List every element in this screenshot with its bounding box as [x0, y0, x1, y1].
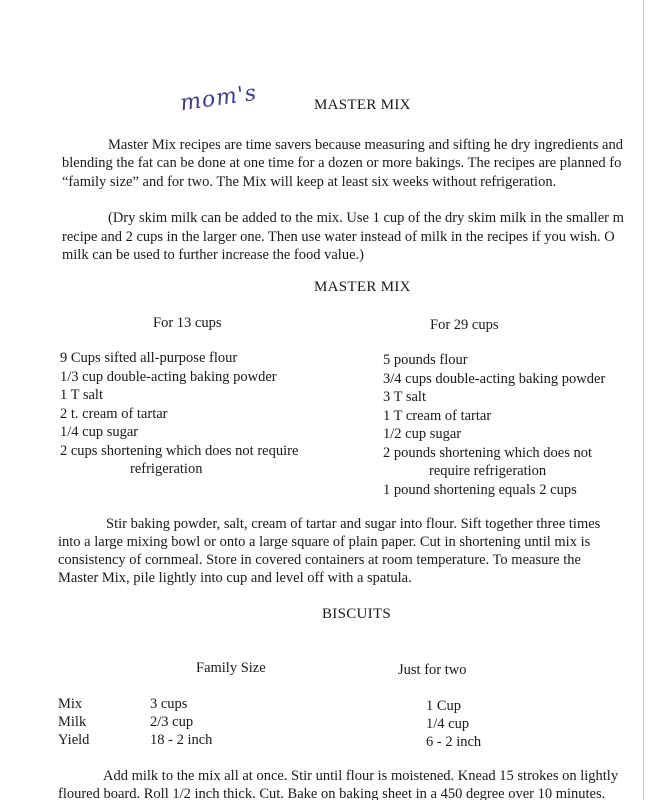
intro-line-3: “family size” and for two. The Mix will keep at least six weeks without refrigeration. [62, 174, 557, 190]
handwritten-note: mom's [178, 80, 259, 117]
family-value: 2/3 cup [150, 714, 194, 730]
ingredient-item: 3 T salt [383, 389, 426, 405]
note-line-2: recipe and 2 cups in the larger one. Then use water instead of milk in the recipes if you wish. O [62, 229, 615, 245]
note-line-3: milk can be used to further increase the food value.) [62, 247, 364, 263]
ingredient-item: 1 T cream of tartar [383, 407, 492, 424]
ingredients-13-cups [60, 349, 298, 479]
ingredients-29-cups [383, 351, 605, 499]
mix-instructions-line-4: Master Mix, pile lightly into cup and level off with a spatula. [58, 570, 412, 586]
two-value: 1 Cup [426, 698, 462, 714]
mix-instructions-line-3: consistency of cornmeal. Store in covered containers at room temperature. To measure the [58, 552, 581, 568]
ingredient-item: 1/3 cup double-acting baking powder [60, 368, 277, 385]
family-size-header: Family Size [196, 660, 266, 676]
biscuit-labels [58, 695, 89, 749]
master-mix-heading: MASTER MIX [314, 279, 411, 295]
col-13-cups-header: For 13 cups [153, 315, 222, 331]
ingredient-item: 1 T salt [60, 387, 103, 403]
intro-line-1: Master Mix recipes are time savers because measuring and sifting he dry ingredients and [108, 137, 623, 153]
mix-instructions-line-1: Stir baking powder, salt, cream of tartar and sugar into flour. Sift together three times [106, 516, 601, 532]
ingredient-item: 5 pounds flour [383, 352, 468, 368]
ingredient-item: 1/2 cup sugar [383, 426, 462, 442]
ingredient-item: 3/4 cups double-acting baking powder [383, 370, 606, 387]
biscuit-two-values [426, 697, 481, 751]
biscuit-instructions-line-1: Add milk to the mix all at once. Stir until flour is moistened. Knead 15 strokes on lightly [103, 768, 619, 784]
just-for-two-header: Just for two [398, 662, 467, 678]
family-value: 18 - 2 inch [150, 732, 213, 748]
ingredient-item: 2 t. cream of tartar [60, 405, 168, 422]
two-value: 1/4 cup [426, 716, 470, 732]
page-edge [643, 0, 644, 800]
ingredient-item: 2 cups shortening which does not require [60, 442, 299, 459]
row-label: Yield [58, 732, 90, 748]
biscuit-family-values [150, 695, 212, 749]
ingredient-item: require refrigeration [429, 463, 547, 479]
page-title: MASTER MIX [314, 97, 411, 113]
row-label: Mix [58, 696, 83, 712]
note-line-1: (Dry skim milk can be added to the mix. Use 1 cup of the dry skim milk in the smaller m [108, 210, 624, 226]
two-value: 6 - 2 inch [426, 734, 482, 750]
ingredient-item: refrigeration [130, 461, 203, 477]
ingredient-item: 2 pounds shortening which does not [383, 444, 593, 461]
row-label: Milk [58, 714, 87, 730]
ingredient-item: 1/4 cup sugar [60, 424, 139, 440]
intro-line-2: blending the fat can be done at one time for a dozen or more bakings. The recipes are planned fo [62, 155, 622, 171]
family-value: 3 cups [150, 696, 188, 712]
biscuit-instructions-line-2: floured board. Roll 1/2 inch thick. Cut. Bake on baking sheet in a 450 degree over 10 minutes. [58, 786, 606, 800]
col-29-cups-header: For 29 cups [430, 317, 499, 333]
ingredient-item: 9 Cups sifted all-purpose flour [60, 350, 238, 366]
ingredient-item: 1 pound shortening equals 2 cups [383, 481, 577, 498]
biscuits-heading: BISCUITS [322, 606, 392, 622]
mix-instructions-line-2: into a large mixing bowl or onto a large square of plain paper. Cut in shortening until mix is [58, 534, 591, 550]
